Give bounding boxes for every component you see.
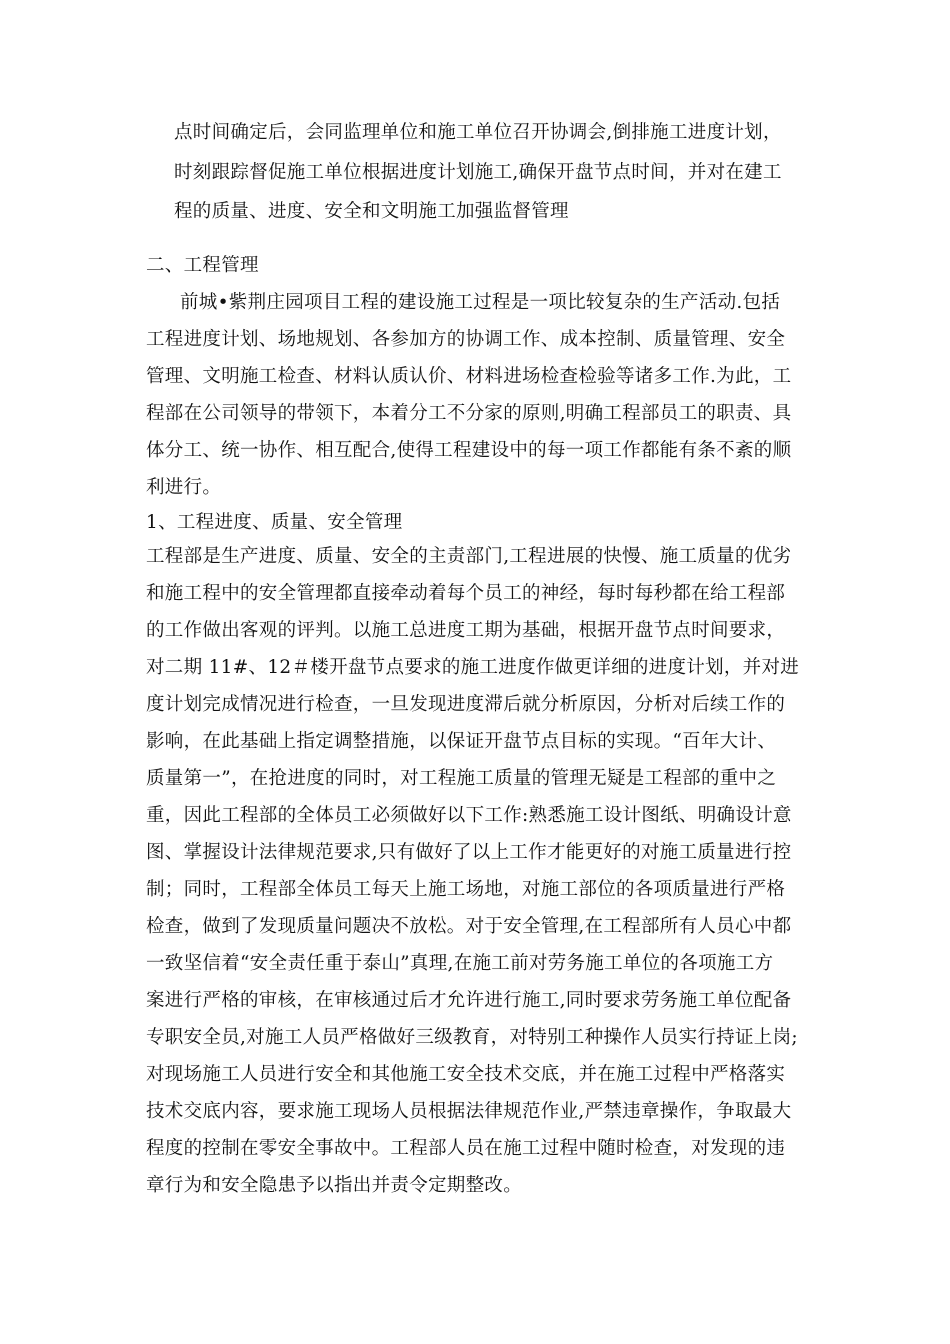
text-line: 体分工、统一协作、相互配合,使得工程建设中的每一项工作都能有条不紊的顺	[146, 440, 792, 461]
text-line: 一致坚信着“安全责任重于泰山”真理,在施工前对劳务施工单位的各项施工方	[146, 953, 774, 974]
text-line: 程度的控制在零安全事故中。工程部人员在施工过程中随时检查，对发现的违	[146, 1138, 786, 1159]
text-line: 利进行。	[146, 477, 222, 498]
text-line: 时刻跟踪督促施工单位根据进度计划施工,确保开盘节点时间，并对在建工	[174, 162, 782, 183]
text-line: 程部在公司领导的带领下，本着分工不分家的原则,明确工程部员工的职责、具	[146, 403, 792, 424]
text-line: 制；同时，工程部全体员工每天上施工场地，对施工部位的各项质量进行严格	[146, 879, 786, 900]
text-line: 章行为和安全隐患予以指出并责令定期整改。	[146, 1175, 523, 1196]
text-line: 质量第一”，在抢进度的同时，对工程施工质量的管理无疑是工程部的重中之	[146, 768, 777, 789]
text-line: 检查，做到了发现质量问题决不放松。对于安全管理,在工程部所有人员心中都	[146, 916, 792, 937]
text-line: 对二期 11#、12＃楼开盘节点要求的施工进度作做更详细的进度计划，并对进	[146, 657, 800, 678]
text-line: 影响，在此基础上指定调整措施，以保证开盘节点目标的实现。“百年大计、	[146, 731, 777, 752]
text-line: 工程部是生产进度、质量、安全的主责部门,工程进展的快慢、施工质量的优劣	[146, 546, 792, 567]
text-line: 和施工程中的安全管理都直接牵动着每个员工的神经，每时每秒都在给工程部	[146, 583, 786, 604]
text-line: 度计划完成情况进行检查，一旦发现进度滞后就分析原因，分析对后续工作的	[146, 694, 786, 715]
text-line: 工程进度计划、场地规划、各参加方的协调工作、成本控制、质量管理、安全	[146, 329, 786, 350]
text-line: 的工作做出客观的评判。以施工总进度工期为基础，根据开盘节点时间要求，	[146, 620, 786, 641]
text-line: 前城•紫荆庄园项目工程的建设施工过程是一项比较复杂的生产活动.包括	[180, 292, 781, 313]
section-heading: 二、工程管理	[146, 255, 259, 276]
text-line: 图、掌握设计法律规范要求,只有做好了以上工作才能更好的对施工质量进行控	[146, 842, 792, 863]
text-line: 专职安全员,对施工人员严格做好三级教育，对特别工种操作人员实行持证上岗;	[146, 1027, 798, 1048]
text-line: 程的质量、进度、安全和文明施工加强监督管理	[174, 201, 569, 222]
text-line: 对现场施工人员进行安全和其他施工安全技术交底，并在施工过程中严格落实	[146, 1064, 786, 1085]
text-line: 管理、文明施工检查、材料认质认价、材料进场检查检验等诸多工作.为此，工	[146, 366, 792, 387]
text-line: 重，因此工程部的全体员工必须做好以下工作:熟悉施工设计图纸、明确设计意	[146, 805, 792, 826]
text-line: 点时间确定后，会同监理单位和施工单位召开协调会,倒排施工进度计划，	[174, 122, 782, 143]
text-line: 案进行严格的审核，在审核通过后才允许进行施工,同时要求劳务施工单位配备	[146, 990, 792, 1011]
text-line: 技术交底内容，要求施工现场人员根据法律规范作业,严禁违章操作，争取最大	[146, 1101, 792, 1122]
subsection-heading: 1、工程进度、质量、安全管理	[146, 512, 403, 533]
